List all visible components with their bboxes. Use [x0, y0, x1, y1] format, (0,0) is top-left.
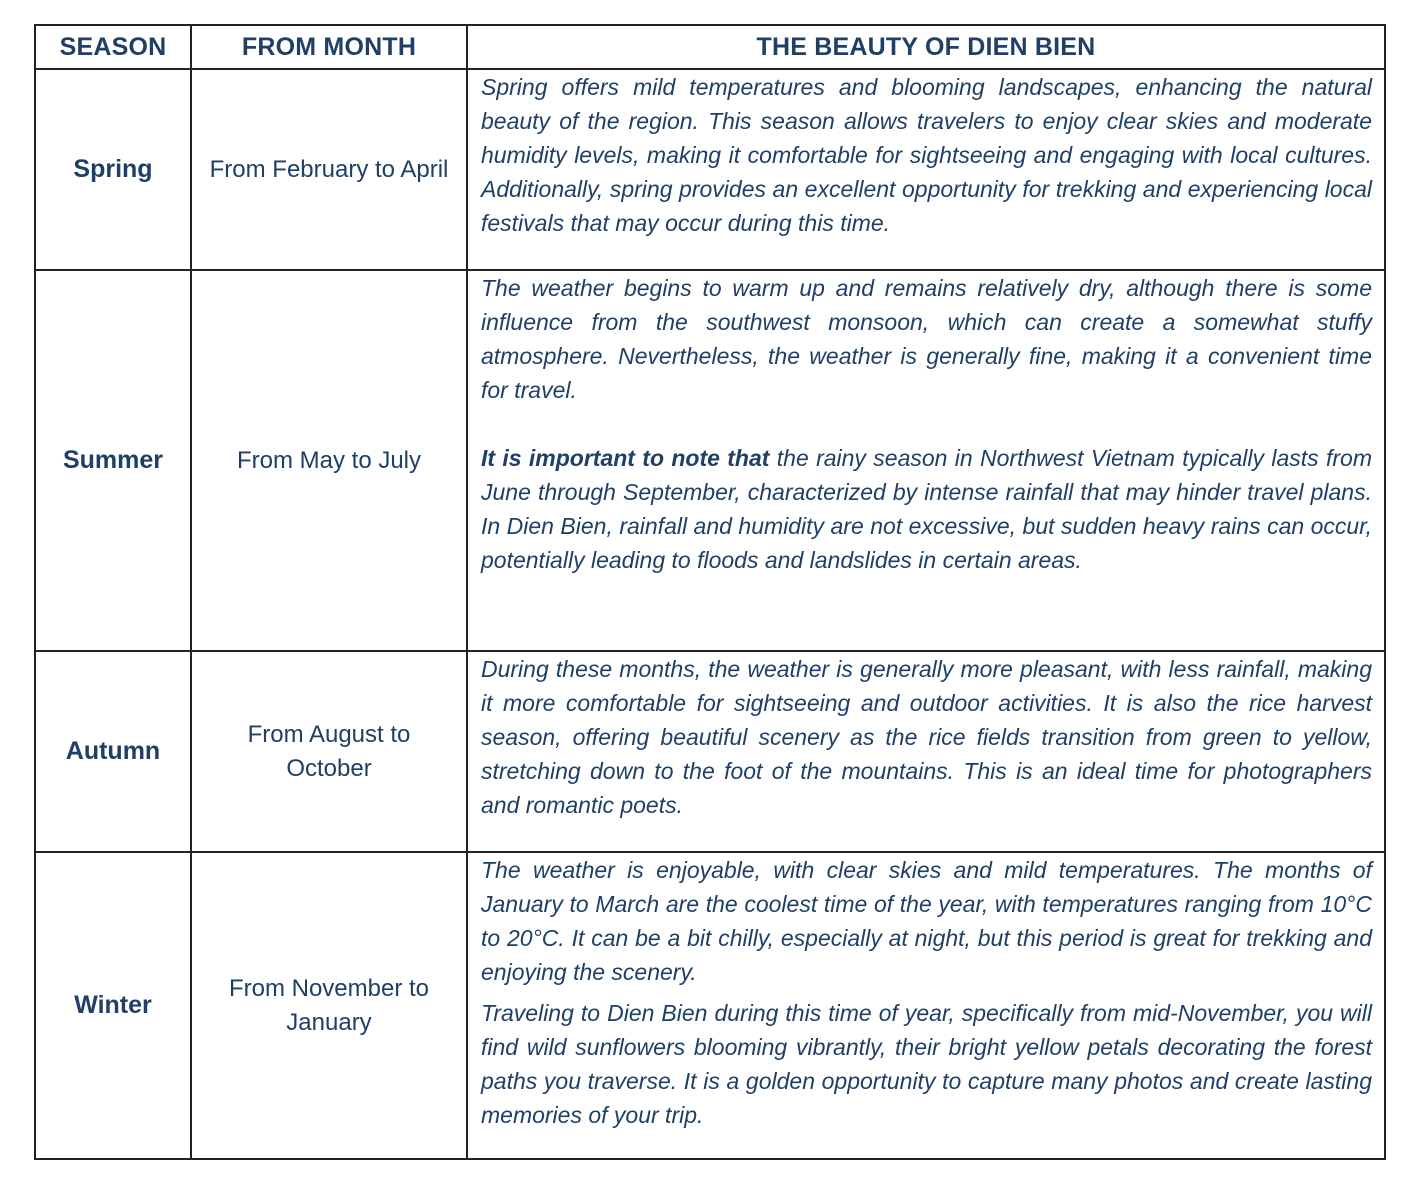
table-row-summer	[35, 270, 1385, 651]
description-paragraph: The weather begins to warm up and remains relatively dry, although there is some influence from the southwest monsoon, which can create a somewhat stuffy atmosphere. Nevertheless, the weather is generally fine, making it a convenient time for travel.	[481, 275, 1372, 403]
description-paragraph: The weather is enjoyable, with clear skies and mild temperatures. The months of January to March are the coolest time of the year, with temperatures ranging from 10°C to 20°C. It can be a bit chilly, especially at night, but this period is great for trekking and enjoying the scenery.	[481, 857, 1372, 985]
table-row-autumn	[35, 651, 1385, 852]
month-range: From May to July	[191, 270, 467, 651]
table-header-row	[35, 25, 1385, 69]
description-paragraph: Traveling to Dien Bien during this time of year, specifically from mid-November, you will find wild sunflowers blooming vibrantly, their bright yellow petals decorating the forest paths you traverse. It is a golden opportunity to capture many photos and create lasting memories of your trip.	[481, 1000, 1372, 1128]
important-note-text: the rainy season in Northwest Vietnam typically lasts from June through September, characterized by intense rainfall that may hinder travel plans. In Dien Bien, rainfall and humidity are not excessive, but sudden heavy rains can occur, potentially leading to floods and landslides in certain areas.	[481, 445, 1372, 573]
season-table	[34, 24, 1386, 1160]
important-note	[481, 441, 1372, 577]
header-beauty: THE BEAUTY OF DIEN BIEN	[467, 25, 1385, 69]
month-range: From February to April	[191, 69, 467, 270]
table-row-spring	[35, 69, 1385, 270]
important-note-emphasis: It is important to note that	[481, 445, 770, 471]
beauty-description	[467, 651, 1385, 852]
description-paragraph: During these months, the weather is generally more pleasant, with less rainfall, making it more comfortable for sightseeing and outdoor activities. It is also the rice harvest season, offering beautiful scenery as the rice fields transition from green to yellow, stretching down to the foot of the mountains. This is an ideal time for photographers and romantic poets.	[481, 656, 1372, 818]
season-name: Autumn	[35, 651, 191, 852]
table-row-winter	[35, 852, 1385, 1159]
description-paragraph: Spring offers mild temperatures and blooming landscapes, enhancing the natural beauty of the region. This season allows travelers to enjoy clear skies and moderate humidity levels, making it comfortable for sightseeing and engaging with local cultures. Additionally, spring provides an excellent opportunity for trekking and experiencing local festivals that may occur during this time.	[481, 74, 1372, 236]
header-from-month: FROM MONTH	[191, 25, 467, 69]
header-season: SEASON	[35, 25, 191, 69]
month-range: From November to January	[191, 852, 467, 1159]
beauty-description	[467, 852, 1385, 1159]
season-name: Winter	[35, 852, 191, 1159]
month-range: From August to October	[191, 651, 467, 852]
beauty-description	[467, 270, 1385, 651]
season-name: Spring	[35, 69, 191, 270]
season-name: Summer	[35, 270, 191, 651]
beauty-description	[467, 69, 1385, 270]
